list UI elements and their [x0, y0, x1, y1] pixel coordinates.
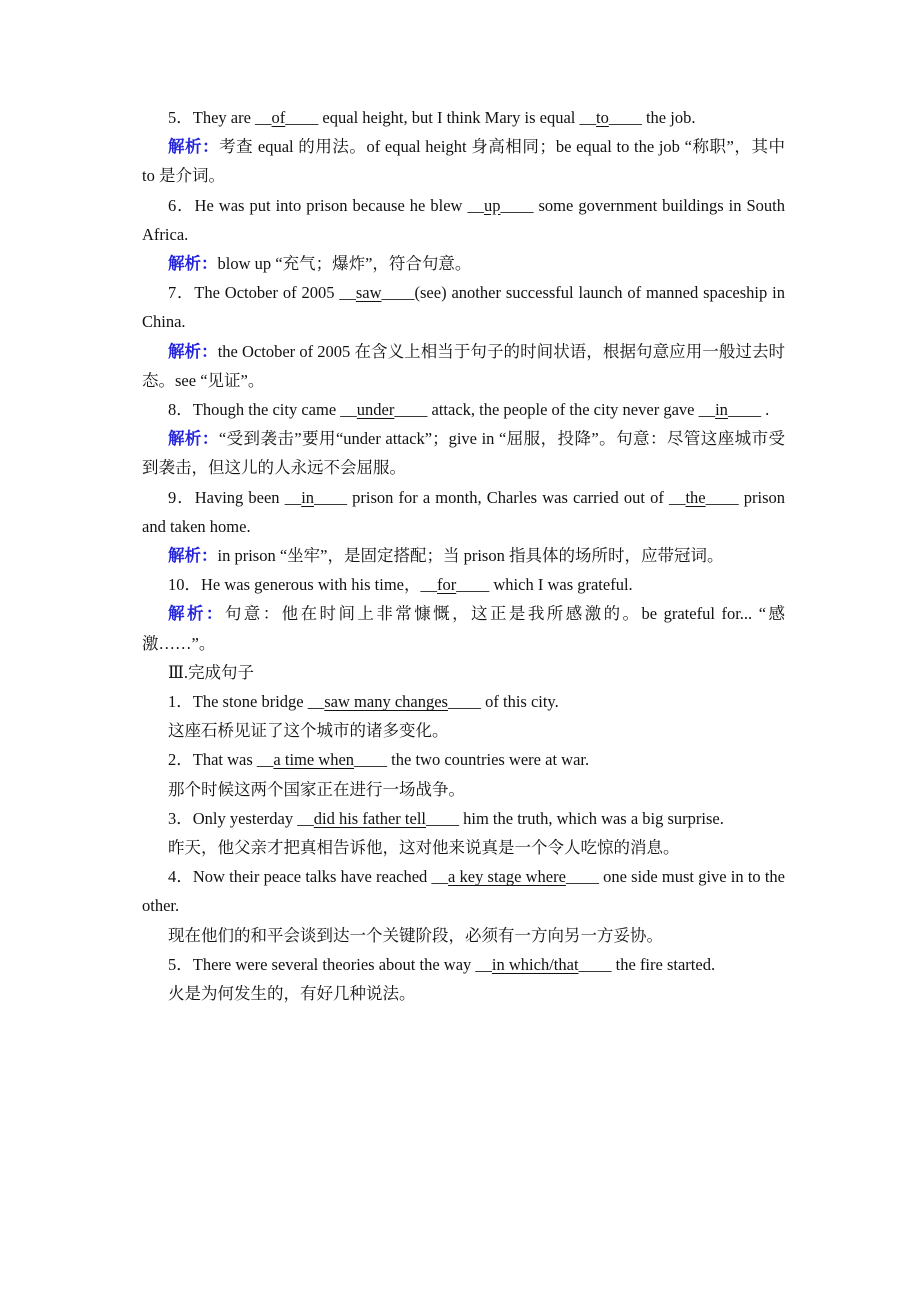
text-run: (see) another successful launch of manned spaceship in China. [142, 283, 785, 332]
blank-tail-line: ____ [381, 283, 415, 303]
answer-text: saw [355, 283, 382, 303]
answer-blank [467, 196, 533, 215]
answer-blank [421, 575, 490, 594]
blank-tail-line: ____ [314, 487, 348, 507]
blank-lead-line: __ [339, 283, 356, 303]
text-run: 这座石桥见证了这个城市的诸多变化。 [168, 721, 449, 741]
blank-tail-line: ____ [354, 750, 388, 770]
blank-tail-line: ____ [447, 692, 481, 712]
analysis-ii-7 [142, 337, 785, 395]
text-run: some government buildings in South Africa. [142, 195, 785, 244]
analysis-label: 解析： [168, 546, 218, 566]
translation-iii-2 [142, 775, 785, 804]
text-run: 5．They are [168, 108, 256, 127]
question-ii-9 [142, 483, 785, 541]
text-run: 句意：他在时间上非常慷慨，这正是我所感激的。be grateful for... “感激……”。 [142, 604, 786, 653]
text-run: of this city. [480, 692, 559, 712]
text-run: 5．There were several theories about the way [168, 954, 476, 974]
answer-text: of [271, 108, 286, 127]
blank-tail-line: ____ [426, 808, 459, 828]
analysis-label: 解析： [168, 429, 219, 449]
blank-lead-line: __ [255, 108, 272, 127]
text-run: attack, the people of the city never gave [427, 400, 699, 420]
analysis-ii-10 [142, 599, 785, 657]
blank-lead-line: __ [579, 108, 596, 127]
question-ii-7 [142, 278, 785, 336]
analysis-label: 解析： [168, 254, 218, 274]
answer-text: did his father tell [313, 808, 426, 828]
question-ii-10 [142, 570, 785, 599]
answer-text: up [483, 195, 501, 215]
answer-blank [340, 400, 427, 419]
blank-tail-line: ____ [578, 954, 612, 974]
text-run: which I was grateful. [489, 575, 633, 595]
text-run: . [760, 400, 770, 420]
blank-lead-line: __ [256, 750, 274, 770]
text-run: 3．Only yesterday [168, 808, 298, 828]
text-run: the two countries were at war. [387, 750, 590, 770]
translation-iii-3 [142, 833, 785, 862]
answer-blank [257, 750, 387, 769]
text-run: 10．He was generous with his time， [168, 575, 421, 595]
text-run: “受到袭击”要用“under attack”；give in “屈服，投降”。句意：尽管这座城市受到袭击，但这儿的人永远不会屈服。 [142, 429, 786, 478]
translation-iii-1 [142, 716, 785, 745]
text-run: 8．Though the city came [168, 400, 341, 420]
blank-tail-line: ____ [394, 400, 428, 420]
document-body [142, 103, 785, 1008]
blank-tail-line: ____ [285, 108, 319, 127]
text-run: blow up “充气；爆炸”，符合句意。 [217, 254, 472, 274]
answer-blank [255, 108, 318, 127]
question-ii-5 [142, 103, 785, 132]
blank-tail-line: ____ [608, 108, 642, 127]
blank-lead-line: __ [668, 487, 686, 507]
analysis-label: 解析： [168, 341, 218, 361]
question-ii-6 [142, 191, 785, 249]
analysis-ii-5 [142, 132, 785, 190]
answer-text: a key stage where [448, 867, 566, 887]
text-run: 7．The October of 2005 [168, 283, 340, 303]
text-run: 考查 equal 的用法。of equal height 身高相同；be equal to the job “称职”，其中 to 是介词。 [142, 137, 786, 186]
analysis-label: 解析： [168, 604, 225, 624]
text-run: 现在他们的和平会谈到达一个关键阶段，必须有一方向另一方妥协。 [168, 925, 663, 945]
question-iii-2 [142, 745, 785, 774]
text-run: one side must give in to the other. [142, 867, 786, 916]
blank-lead-line: __ [340, 400, 357, 420]
text-run: equal height, but I think Mary is equal [318, 108, 580, 127]
answer-text: for [437, 575, 457, 595]
text-run: him the truth, which was a big surprise. [459, 808, 724, 828]
answer-blank [297, 809, 459, 828]
translation-iii-4 [142, 921, 785, 950]
question-ii-8 [142, 395, 785, 424]
blank-tail-line: ____ [565, 867, 599, 887]
analysis-ii-8 [142, 424, 785, 482]
text-run: 2．That was [168, 750, 257, 770]
answer-text: to [596, 108, 609, 127]
blank-lead-line: __ [420, 575, 438, 595]
text-run: the job. [641, 108, 696, 127]
text-run: 那个时候这两个国家正在进行一场战争。 [168, 779, 465, 799]
blank-lead-line: __ [431, 867, 448, 887]
blank-lead-line: __ [307, 692, 325, 712]
blank-tail-line: ____ [500, 195, 534, 215]
blank-lead-line: __ [284, 487, 302, 507]
answer-text: a time when [273, 750, 355, 770]
text-run: the fire started. [611, 954, 716, 974]
blank-lead-line: __ [698, 400, 716, 420]
answer-blank [580, 108, 642, 127]
answer-blank [285, 488, 347, 507]
question-iii-3 [142, 804, 785, 833]
translation-iii-5 [142, 979, 785, 1008]
answer-text: saw many changes [324, 692, 448, 712]
text-run: prison for a month, Charles was carried out of [347, 487, 669, 507]
question-iii-1 [142, 687, 785, 716]
answer-blank [339, 283, 414, 302]
section-heading-iii [142, 658, 785, 687]
blank-tail-line: ____ [705, 487, 739, 507]
text-run: Ⅲ.完成句子 [168, 662, 255, 682]
blank-tail-line: ____ [456, 575, 490, 595]
analysis-ii-6 [142, 249, 785, 278]
answer-blank [669, 488, 739, 507]
question-iii-4 [142, 862, 785, 920]
blank-lead-line: __ [297, 808, 314, 828]
answer-blank [699, 400, 761, 419]
analysis-ii-9 [142, 541, 785, 570]
text-run: the October of 2005 在含义上相当于句子的时间状语，根据句意应用一般过去时态。see “见证”。 [142, 341, 786, 390]
answer-blank [308, 692, 481, 711]
text-run: 1．The stone bridge [168, 692, 308, 712]
answer-blank [475, 955, 611, 974]
answer-text: in [715, 400, 728, 420]
answer-text: in which/that [491, 954, 579, 974]
text-run: 9．Having been [168, 487, 285, 507]
text-run: 6．He was put into prison because he blew [168, 195, 468, 215]
text-run: in prison “坐牢”，是固定搭配；当 prison 指具体的场所时，应带冠词。 [217, 546, 724, 566]
blank-tail-line: ____ [727, 400, 761, 420]
blank-lead-line: __ [467, 195, 484, 215]
answer-blank [432, 867, 599, 886]
blank-lead-line: __ [475, 954, 492, 974]
answer-text: under [356, 400, 395, 420]
text-run: prison and taken home. [142, 487, 786, 536]
analysis-label: 解析： [168, 137, 220, 157]
answer-text: in [301, 487, 315, 507]
text-run: 4．Now their peace talks have reached [168, 867, 432, 887]
text-run: 昨天，他父亲才把真相告诉他，这对他来说真是一个令人吃惊的消息。 [168, 838, 680, 858]
answer-text: the [685, 487, 706, 507]
text-run: 火是为何发生的，有好几种说法。 [168, 984, 416, 1004]
question-iii-5 [142, 950, 785, 979]
